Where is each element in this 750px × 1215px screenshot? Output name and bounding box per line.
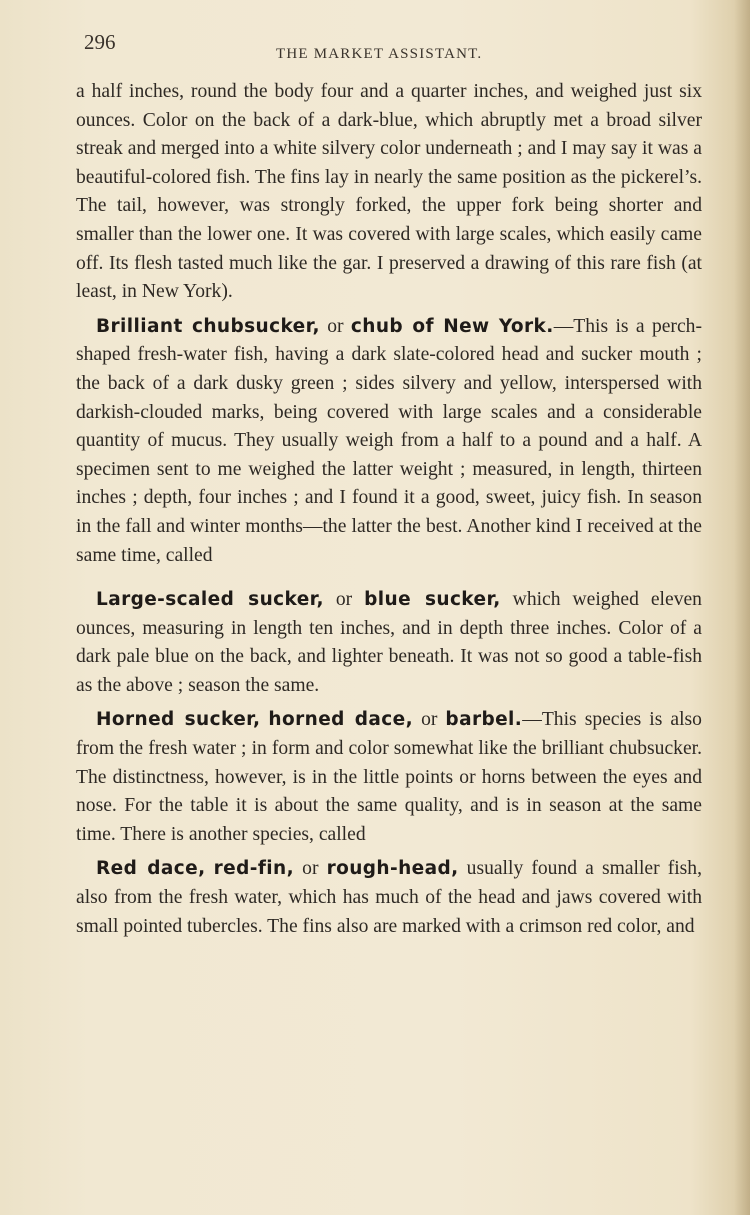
page-edge-shadow [734,0,750,1215]
page-number: 296 [84,30,116,54]
conjunction: or [319,315,351,337]
conjunction: or [413,709,446,731]
paragraph-continued: a half inches, round the body four and a quarter inches, and weighed just six ounces. Color on the back of a dark-blue, which abruptly met a broad silver streak and merged into a white silvery color underneath ; and I may say it was a beautiful-colored fish. The fins lay in nearly the same position as the pickerel’s. The tail, however, was strongly forked, the upper fork being shorter and smaller than the lower one. It was covered with large scales, which easily came off. Its flesh tasted much like the gar. I preserved a drawing of this rare fish (at least, in New York). [76,81,702,303]
entry-term-brilliant-chubsucker: Brilliant chubsucker, [96,315,320,337]
entry-term-horned-dace: horned dace, [268,709,414,731]
entry-text: which weighed eleven ounces, measuring in length ten inches, and in depth three inches. Color of a dark pale blue on the back, and lighter beneath. It was not so good a table-fish as the above ; season the same. [76,589,702,696]
entry-term-red-dace: Red dace, [96,858,206,880]
entry-term-red-fin: red-fin, [213,858,295,880]
paragraph-horned-sucker [76,706,702,849]
running-title: THE MARKET ASSISTANT. [276,46,483,62]
conjunction: or [323,589,365,611]
entry-term-rough-head: rough-head, [326,858,459,880]
entry-term-chub-of-new-york: chub of New York. [350,315,554,337]
entry-text: —This species is also from the fresh water ; in form and color somewhat like the brilliant chubsucker. The distinctness, however, is in the little points or horns between the eyes and nose. For the table it is about the same quality, and is in season at the same time. There is another species, called [76,709,702,845]
entry-term-barbel: barbel. [445,709,523,731]
paragraph-large-scaled-sucker [76,586,702,700]
paragraph-chubsucker [76,313,702,570]
entry-term-horned-sucker: Horned sucker, [96,709,261,731]
entry-text: —This is a perch-shaped fresh-water fish, having a dark slate-colored head and sucker mouth ; the back of a dark dusky green ; sides silvery and yellow, interspersed with darkish-clouded marks, being covered with large scales and a considerable quantity of mucus. They usually weigh from a half to a pound and a half. A specimen sent to me weighed the latter weight ; measured, in length, thirteen inches ; depth, four inches ; and I found it a good, sweet, juicy fish. In season in the fall and winter months—the latter the best. Another kind I received at the same time, called [76,315,702,566]
page-body [76,78,702,941]
entry-term-blue-sucker: blue sucker, [364,589,501,611]
conjunction: or [294,858,327,880]
paragraph-red-dace [76,855,702,941]
entry-term-large-scaled-sucker: Large-scaled sucker, [96,589,324,611]
entry-text: usually found a smaller fish, also from the fresh water, which has much of the head and jaws covered with small pointed tubercles. The fins also are marked with a crimson red color, and [76,858,703,937]
separator [206,858,214,879]
